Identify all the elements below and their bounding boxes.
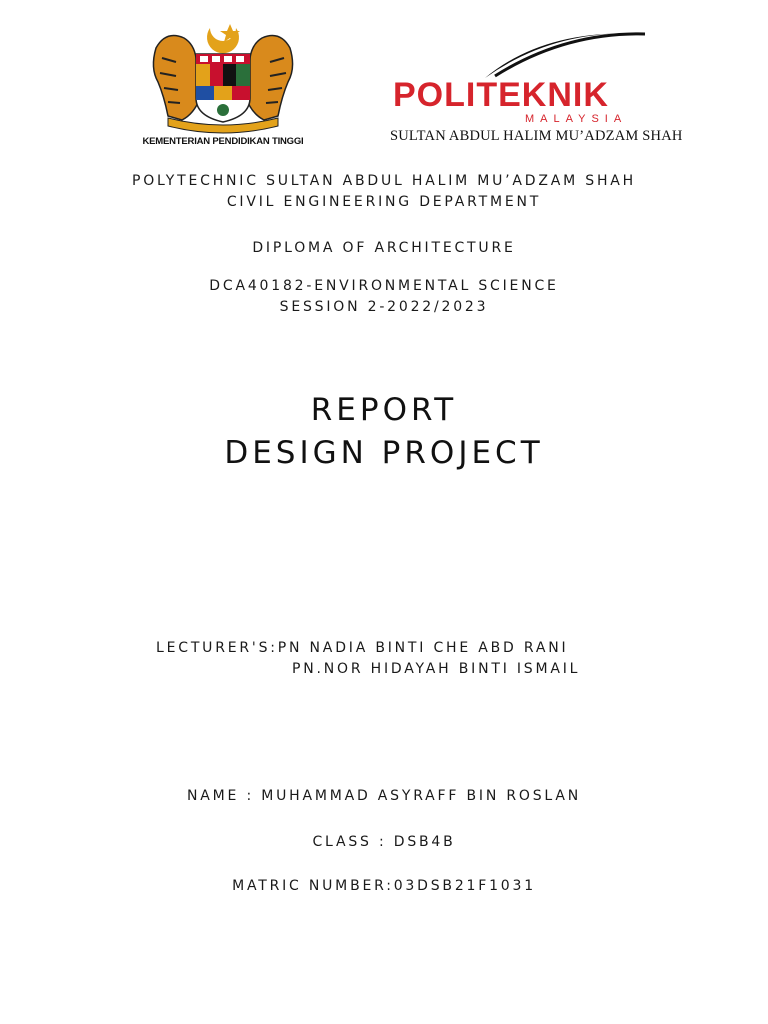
crest-caption: KEMENTERIAN PENDIDIKAN TINGGI — [142, 136, 304, 147]
logo-header — [0, 18, 768, 158]
lecturer-line-2: PN.NOR HIDAYAH BINTI ISMAIL — [292, 661, 581, 677]
coat-of-arms-logo — [138, 18, 308, 153]
institution-name: POLYTECHNIC SULTAN ABDUL HALIM MU’ADZAM SHAH — [131, 173, 637, 189]
coat-of-arms-emblem — [138, 18, 308, 138]
session-label: SESSION 2-2022/2023 — [279, 299, 489, 315]
student-class: CLASS : DSB4B — [312, 834, 456, 850]
politeknik-campus: SULTAN ABDUL HALIM MU’ADZAM SHAH — [390, 128, 683, 144]
student-name: NAME : MUHAMMAD ASYRAFF BIN ROSLAN — [187, 788, 581, 804]
politeknik-country: MALAYSIA — [525, 113, 628, 125]
report-title: REPORT — [310, 392, 458, 428]
politeknik-wordmark: POLITEKNIK — [393, 76, 609, 114]
course-code: DCA40182-ENVIRONMENTAL SCIENCE — [209, 278, 559, 294]
matric-number: MATRIC NUMBER:03DSB21F1031 — [232, 878, 536, 894]
programme-name: DIPLOMA OF ARCHITECTURE — [252, 240, 516, 256]
lecturer-line-1: LECTURER'S:PN NADIA BINTI CHE ABD RANI — [156, 640, 569, 656]
department-name: CIVIL ENGINEERING DEPARTMENT — [226, 194, 542, 210]
politeknik-logo — [365, 20, 710, 150]
report-subtitle: DESIGN PROJECT — [224, 435, 544, 471]
